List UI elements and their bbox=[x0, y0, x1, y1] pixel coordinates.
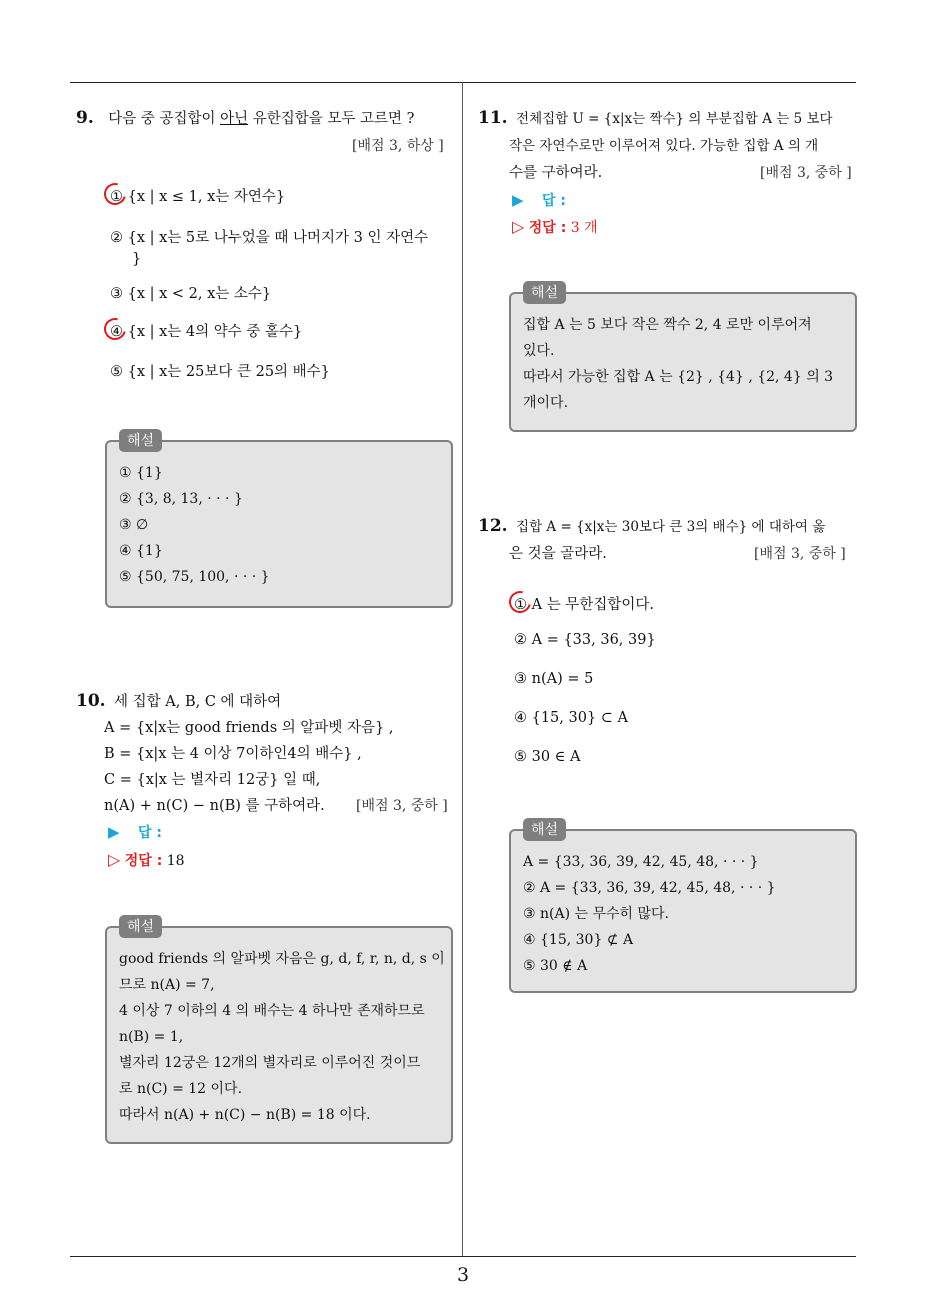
solution-line: 개이다. bbox=[523, 395, 569, 411]
solution-line: ② {3, 8, 13, · · · } bbox=[119, 491, 243, 507]
solution-lines bbox=[119, 460, 439, 590]
correct-answer-row bbox=[512, 217, 598, 237]
question-text-part: 유한집합을 모두 고르면 ? bbox=[248, 111, 415, 127]
choice-1[interactable] bbox=[110, 185, 285, 206]
choice-number: ④ bbox=[514, 710, 527, 726]
question-text-line: n(A) + n(C) − n(B) 를 구하여라. bbox=[104, 798, 325, 814]
play-icon: ▶ bbox=[512, 191, 524, 209]
solution-tag: 해설 bbox=[523, 818, 566, 841]
solution-line: 4 이상 7 이하의 4 의 배수는 4 하나만 존재하므로 bbox=[119, 1003, 425, 1019]
solution-box bbox=[105, 919, 453, 1144]
solution-line: 므로 n(A) = 7, bbox=[119, 977, 215, 993]
question-text-line: C = {x|x 는 별자리 12궁} 일 때, bbox=[104, 772, 321, 788]
choice-1[interactable] bbox=[514, 593, 654, 614]
choice-text: A 는 무한집합이다. bbox=[531, 597, 654, 613]
solution-tag: 해설 bbox=[523, 281, 566, 304]
question-12 bbox=[478, 515, 825, 536]
choice-text: {x | x는 5로 나누었을 때 나머지가 3 인 자연수 bbox=[127, 230, 429, 246]
solution-box bbox=[509, 822, 857, 993]
choice-number: ③ bbox=[110, 286, 123, 302]
triangle-outline-icon: ▷ bbox=[512, 217, 525, 236]
choice-number: ⑤ bbox=[110, 364, 123, 380]
choice-text: {x | x는 4의 약수 중 홀수} bbox=[127, 324, 303, 340]
choice-2[interactable] bbox=[514, 632, 656, 648]
solution-line: good friends 의 알파벳 자음은 g, d, f, r, n, d, s 이 bbox=[119, 951, 445, 967]
solution-line: A = {33, 36, 39, 42, 45, 48, · · · } bbox=[523, 854, 759, 870]
correct-value: 18 bbox=[166, 853, 185, 869]
choice-3[interactable] bbox=[514, 671, 593, 687]
choice-number: ① bbox=[110, 189, 123, 205]
solution-line: ② A = {33, 36, 39, 42, 45, 48, · · · } bbox=[523, 880, 776, 896]
choice-number: ② bbox=[514, 632, 527, 648]
choice-number: ② bbox=[110, 230, 123, 246]
choice-text: n(A) = 5 bbox=[531, 671, 594, 687]
solution-line: ⑤ 30 ∉ A bbox=[523, 958, 588, 974]
choice-2[interactable] bbox=[110, 226, 428, 247]
correct-label: 정답 : bbox=[528, 220, 567, 236]
choice-text: 30 ∈ A bbox=[531, 749, 581, 765]
question-text-line: A = {x|x는 good friends 의 알파벳 자음} , bbox=[104, 720, 394, 736]
solution-lines bbox=[523, 312, 843, 416]
question-9 bbox=[76, 107, 414, 128]
question-number: 10. bbox=[76, 691, 106, 711]
solution-lines bbox=[523, 849, 843, 979]
solution-line: 집합 A 는 5 보다 작은 짝수 2, 4 로만 이루어져 bbox=[523, 317, 812, 333]
score-meta: [배점 3, 중하 ] bbox=[760, 165, 852, 181]
question-text: 집합 A = {x|x는 30보다 큰 3의 배수} 에 대하여 옳 bbox=[516, 519, 826, 535]
column-divider bbox=[462, 82, 463, 1256]
play-icon: ▶ bbox=[108, 823, 120, 841]
solution-line: 따라서 가능한 집합 A 는 {2} , {4} , {2, 4} 의 3 bbox=[523, 369, 834, 385]
choice-5[interactable] bbox=[514, 749, 580, 765]
choice-number: ④ bbox=[110, 324, 123, 340]
solution-line: 로 n(C) = 12 이다. bbox=[119, 1081, 243, 1097]
choice-4[interactable] bbox=[110, 320, 302, 341]
solution-lines bbox=[119, 946, 445, 1128]
correct-value: 3 개 bbox=[570, 220, 598, 236]
question-text: 전체집합 U = {x|x는 짝수} 의 부분집합 A 는 5 보다 bbox=[516, 111, 833, 127]
question-text bbox=[108, 111, 414, 127]
answer-label: 답 : bbox=[542, 193, 566, 209]
answer-row bbox=[108, 822, 162, 842]
solution-line: ⑤ {50, 75, 100, · · · } bbox=[119, 569, 270, 585]
choice-2-continuation: } bbox=[132, 251, 142, 267]
choice-3[interactable] bbox=[110, 282, 271, 303]
choice-text: A = {33, 36, 39} bbox=[531, 632, 656, 648]
triangle-outline-icon: ▷ bbox=[108, 850, 121, 869]
solution-tag: 해설 bbox=[119, 915, 162, 938]
top-rule bbox=[70, 82, 856, 83]
choice-text: {x | x는 25보다 큰 25의 배수} bbox=[127, 364, 330, 380]
choice-number: ③ bbox=[514, 671, 527, 687]
answer-label: 답 : bbox=[138, 825, 162, 841]
question-number: 11. bbox=[478, 108, 508, 128]
bottom-rule bbox=[70, 1256, 856, 1257]
choice-text: {x | x ≤ 1, x는 자연수} bbox=[127, 189, 286, 205]
choice-5[interactable] bbox=[110, 360, 330, 381]
solution-line: ③ ∅ bbox=[119, 517, 149, 533]
choice-text: {x | x < 2, x는 소수} bbox=[127, 286, 272, 302]
question-number: 9. bbox=[76, 108, 94, 128]
score-meta: [배점 3, 중하 ] bbox=[754, 546, 846, 562]
question-11 bbox=[478, 107, 833, 128]
score-meta: [배점 3, 중하 ] bbox=[356, 798, 448, 814]
solution-line: ① {1} bbox=[119, 465, 163, 481]
choice-number: ⑤ bbox=[514, 749, 527, 765]
choice-number: ① bbox=[514, 597, 527, 613]
question-text-part: 다음 중 공집합이 bbox=[108, 111, 221, 127]
correct-label: 정답 : bbox=[124, 853, 163, 869]
page-number: 3 bbox=[456, 1264, 470, 1286]
question-text-line: 은 것을 골라라. bbox=[509, 546, 607, 562]
question-10 bbox=[76, 690, 281, 711]
score-meta: [배점 3, 하상 ] bbox=[352, 138, 444, 154]
question-text-line: B = {x|x 는 4 이상 7이하인4의 배수} , bbox=[104, 746, 362, 762]
choice-4[interactable] bbox=[514, 710, 628, 726]
solution-box bbox=[105, 433, 453, 608]
question-text-line: 작은 자연수로만 이루어져 있다. 가능한 집합 A 의 개 bbox=[509, 138, 819, 154]
question-text-underlined: 아닌 bbox=[220, 111, 249, 127]
correct-answer-row bbox=[108, 850, 185, 870]
solution-line: n(B) = 1, bbox=[119, 1029, 184, 1045]
solution-line: ③ n(A) 는 무수히 많다. bbox=[523, 906, 669, 922]
answer-row bbox=[512, 190, 566, 210]
solution-line: 별자리 12궁은 12개의 별자리로 이루어진 것이므 bbox=[119, 1055, 421, 1071]
question-text-line: 수를 구하여라. bbox=[509, 165, 603, 181]
solution-line: ④ {15, 30} ⊄ A bbox=[523, 932, 634, 948]
solution-tag: 해설 bbox=[119, 429, 162, 452]
solution-box bbox=[509, 285, 857, 432]
question-number: 12. bbox=[478, 516, 508, 536]
choice-text: {15, 30} ⊂ A bbox=[531, 710, 629, 726]
solution-line: 따라서 n(A) + n(C) − n(B) = 18 이다. bbox=[119, 1107, 371, 1123]
solution-line: 있다. bbox=[523, 343, 555, 359]
solution-line: ④ {1} bbox=[119, 543, 163, 559]
question-text: 세 집합 A, B, C 에 대하여 bbox=[114, 694, 282, 710]
